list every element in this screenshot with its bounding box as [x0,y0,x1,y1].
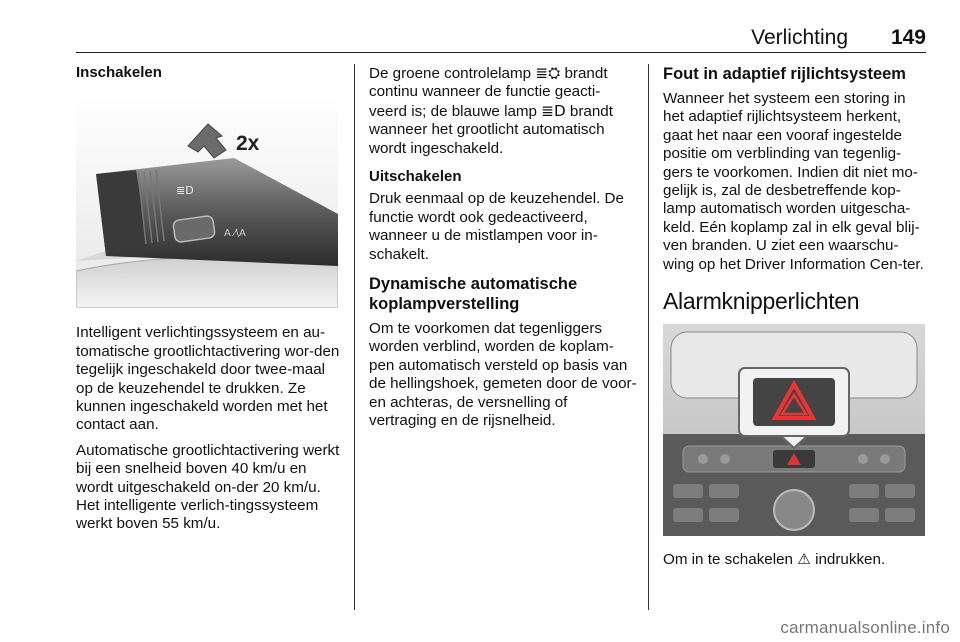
svg-text:≣D: ≣D [176,184,194,198]
heading-alarmknipperlichten: Alarmknipperlichten [663,288,860,315]
watermark: carmanualsonline.info [780,618,950,637]
hazard-triangle-icon: ⚠ [797,550,811,569]
heading-inschakelen: Inschakelen [76,64,162,81]
auto-high-beam-icon: ≣⛭ [535,64,561,82]
page-header [76,26,926,52]
heading-fout: Fout in adaptief rijlichtsysteem [663,65,906,83]
heading-dynamische: Dynamische automatische koplampverstelling [369,275,578,314]
paragraph-uitschakelen: Druk eenmaal op de keuzehendel. De functie wordt ook gedeactiveerd, wanneer u de mistlampen voor in-schakelt. [369,190,624,263]
section-title: Verlichting [751,26,848,49]
page-number: 149 [890,26,926,49]
hazard-button-illustration [663,324,925,536]
column-2 [369,64,637,438]
paragraph-hazard: Om in te schakelen ⚠ indrukken. [663,550,886,569]
column-1 [76,64,341,541]
paragraph-fout: Wanneer het systeem een storing in het adaptief rijlichtsysteem herkent, gaat het naar een vooraf ingestelde positie om verblinding van tegenlig-gers te voorkomen. Indien dit niet mo-gelijk is, zal de desbetreffende kop-lamp automatisch worden uitgescha-keld. Eén koplamp zal in elk geval blij-ven branden. U ziet een waarschu-wing op het Driver Information Cen-ter. [663,90,924,273]
high-beam-icon: ≣D [541,101,566,120]
paragraph-1: Intelligent verlichtingssysteem en au-tomatische grootlichtactivering wor-den tegelijk ingeschakeld door twee-maal op de keuzehendel te drukken. Ze kunnen ingeschakeld worden met het contact aan. [76,324,340,434]
stalk-illustration [76,96,338,308]
paragraph-lamps: De groene controlelamp ≣⛭ brandt continu wanneer de functie geacti-veerd is; de blauwe lamp ≣D brandt wanneer het grootlicht automatisch wordt ingeschakeld. [369,64,613,157]
column-divider-2 [648,64,649,610]
svg-text:A ⁄\A: A ⁄\A [224,228,246,240]
header-rule [76,52,926,53]
press-twice-label: 2x [236,132,260,156]
heading-uitschakelen: Uitschakelen [369,168,462,186]
column-3 [663,64,927,577]
paragraph-dynamische: Om te voorkomen dat tegenliggers worden verblind, worden de koplam-pen automatisch versteld op basis van de hellingshoek, gemeten door de voor- en achteras, de versnelling of vertraging en de rijsnelheid. [369,320,637,430]
column-divider-1 [354,64,355,610]
paragraph-2: Automatische grootlichtactivering werkt bij een snelheid boven 40 km/u en wordt uitgeschakeld on-der 20 km/u. Het intelligente verlich-tingssysteem werkt boven 55 km/u. [76,441,340,533]
